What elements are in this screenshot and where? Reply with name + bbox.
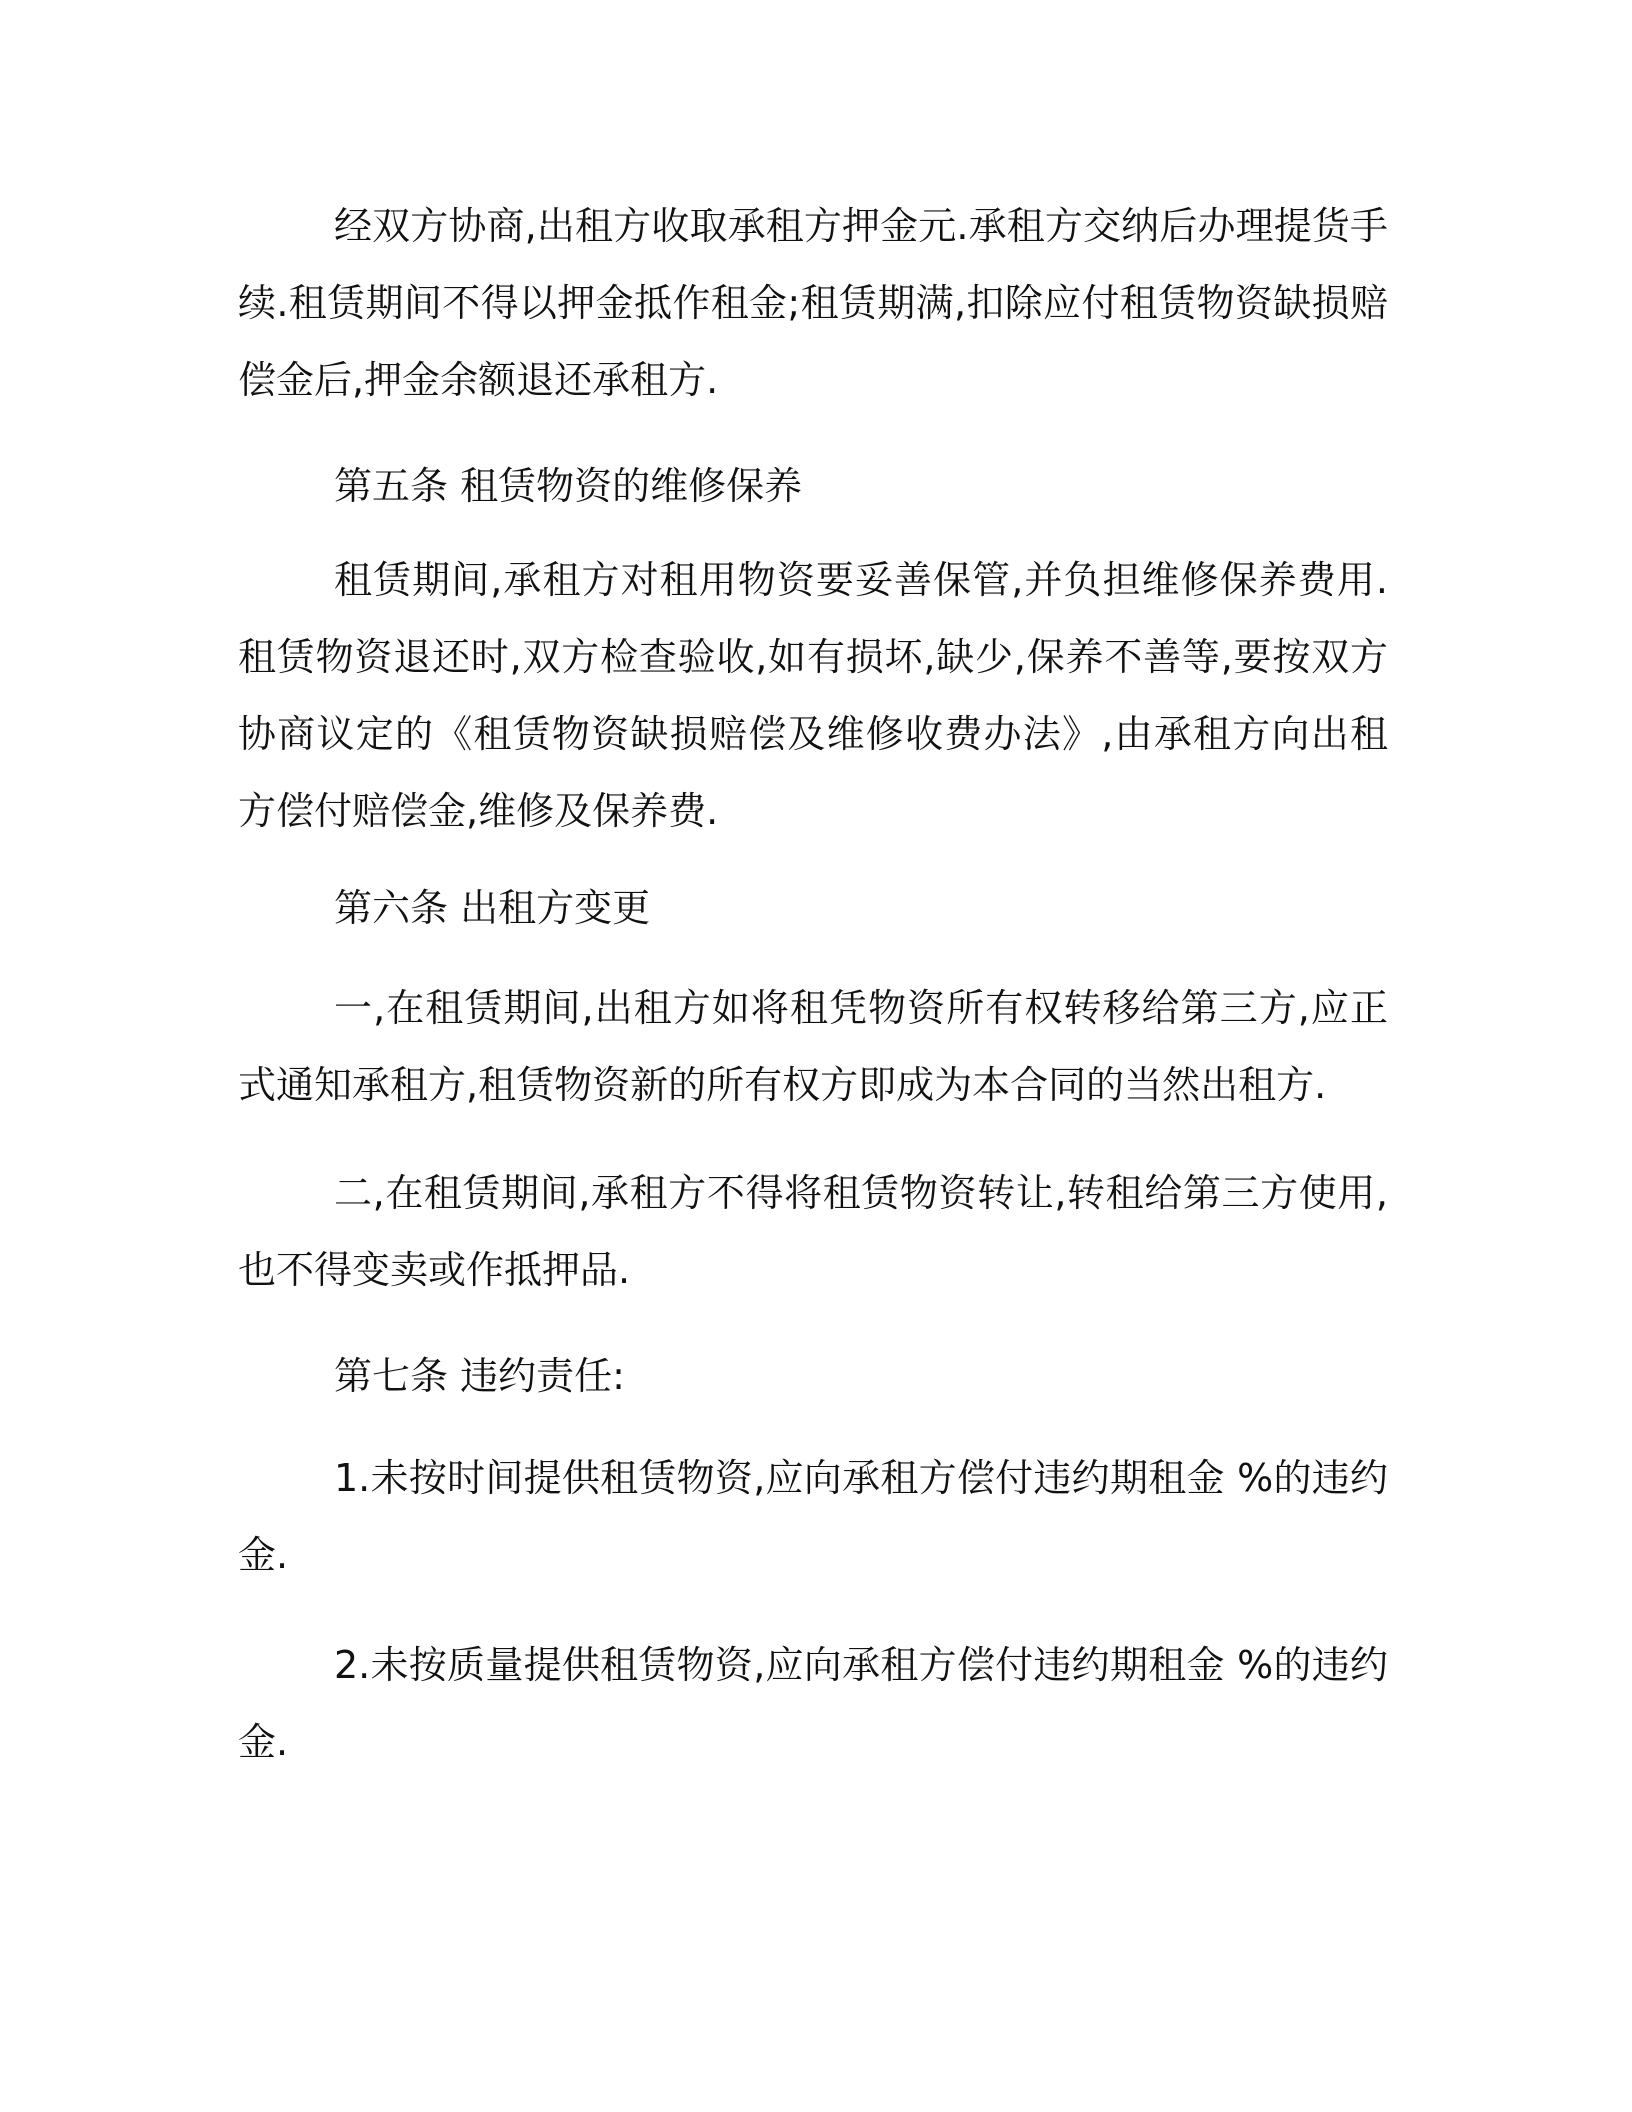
paragraph-lessor-change-1: 一,在租赁期间,出租方如将租凭物资所有权转移给第三方,应正式通知承租方,租赁物资新的所有权方即成为本合同的当然出租方. xyxy=(238,986,1388,1107)
paragraph-lessor-change-2: 二,在租赁期间,承租方不得将租赁物资转让,转租给第三方使用,也不得变卖或作抵押品. xyxy=(238,1171,1388,1292)
heading-article-6: 第六条 出租方变更 xyxy=(334,886,651,930)
heading-article-5: 第五条 租赁物资的维修保养 xyxy=(334,464,803,508)
paragraph-maintenance: 租赁期间,承租方对租用物资要妥善保管,并负担维修保养费用.租赁物资退还时,双方检查验收,如有损坏,缺少,保养不善等,要按双方协商议定的《租赁物资缺损赔偿及维修收费办法》,由承租方向出租方偿付赔偿金,维修及保养费. xyxy=(238,558,1388,833)
paragraph-breach-2: 2.未按质量提供租赁物资,应向承租方偿付违约期租金 %的违约金. xyxy=(238,1643,1388,1764)
paragraph-deposit: 经双方协商,出租方收取承租方押金元.承租方交纳后办理提货手续.租赁期间不得以押金抵作租金;租赁期满,扣除应付租赁物资缺损赔偿金后,押金余额退还承租方. xyxy=(238,204,1388,402)
heading-article-7: 第七条 违约责任: xyxy=(334,1354,625,1398)
paragraph-breach-1: 1.未按时间提供租赁物资,应向承租方偿付违约期租金 %的违约金. xyxy=(238,1456,1388,1577)
